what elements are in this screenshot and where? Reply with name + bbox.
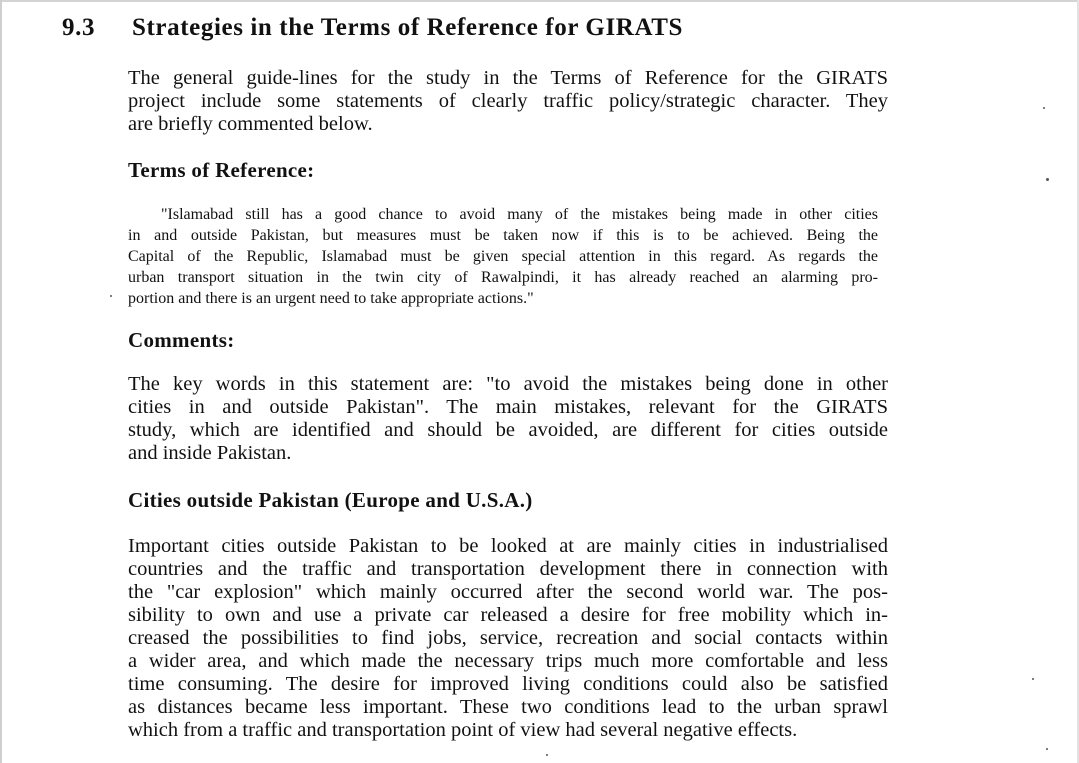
cities-outside-heading: Cities outside Pakistan (Europe and U.S.A.)	[128, 488, 533, 512]
section-number: 9.3	[62, 14, 96, 41]
body-line: time consuming. The desire for improved living conditions could also be satisfied	[128, 673, 888, 695]
body-line: countries and the traffic and transportation development there in connection with	[128, 558, 888, 580]
quote-line: portion and there is an urgent need to take appropriate actions."	[128, 290, 534, 307]
comments-line: The key words in this statement are: "to avoid the mistakes being done in other	[128, 373, 888, 395]
body-line: as distances became less important. These two conditions lead to the urban sprawl	[128, 696, 888, 718]
body-line: the "car explosion" which mainly occurred after the second world war. The pos-	[128, 581, 888, 603]
cities-outside-paragraph	[128, 535, 888, 742]
quote-line: Capital of the Republic, Islamabad must be given special attention in this regard. As regards the	[128, 248, 878, 265]
quote-line: in and outside Pakistan, but measures must be taken now if this is to be achieved. Being the	[128, 227, 878, 244]
page-border-top	[0, 0, 1079, 2]
scan-speck	[546, 754, 548, 756]
scan-speck	[1043, 107, 1045, 109]
quote-line: urban transport situation in the twin city of Rawalpindi, it has already reached an alarming pro-	[128, 269, 878, 286]
intro-line: project include some statements of clearly traffic policy/strategic character. They	[128, 90, 888, 112]
section-title: Strategies in the Terms of Reference for GIRATS	[132, 14, 684, 41]
section-heading	[62, 14, 683, 42]
scan-speck	[1032, 678, 1034, 680]
comments-paragraph	[128, 373, 888, 465]
quote-line: "Islamabad still has a good chance to avoid many of the mistakes being made in other cities	[161, 206, 878, 223]
body-line: creased the possibilities to find jobs, service, recreation and social contacts within	[128, 627, 888, 649]
comments-heading: Comments:	[128, 328, 235, 352]
terms-of-reference-heading: Terms of Reference:	[128, 158, 315, 182]
intro-line: The general guide-lines for the study in the Terms of Reference for the GIRATS	[128, 67, 888, 89]
body-line: which from a traffic and transportation point of view had several negative effects.	[128, 719, 798, 741]
terms-quote	[128, 204, 878, 309]
body-line: Important cities outside Pakistan to be looked at are mainly cities in industrialised	[128, 535, 888, 557]
scan-speck	[1046, 178, 1049, 181]
intro-line: are briefly commented below.	[128, 113, 373, 135]
intro-paragraph	[128, 67, 888, 136]
body-line: a wider area, and which made the necessary trips much more comfortable and less	[128, 650, 888, 672]
comments-line: study, which are identified and should be avoided, are different for cities outside	[128, 419, 888, 441]
scan-speck	[1046, 748, 1048, 750]
scan-speck	[110, 295, 112, 297]
comments-line: and inside Pakistan.	[128, 442, 292, 464]
comments-line: cities in and outside Pakistan". The main mistakes, relevant for the GIRATS	[128, 396, 888, 418]
page-border-left	[0, 0, 2, 763]
body-line: sibility to own and use a private car released a desire for free mobility which in-	[128, 604, 888, 626]
